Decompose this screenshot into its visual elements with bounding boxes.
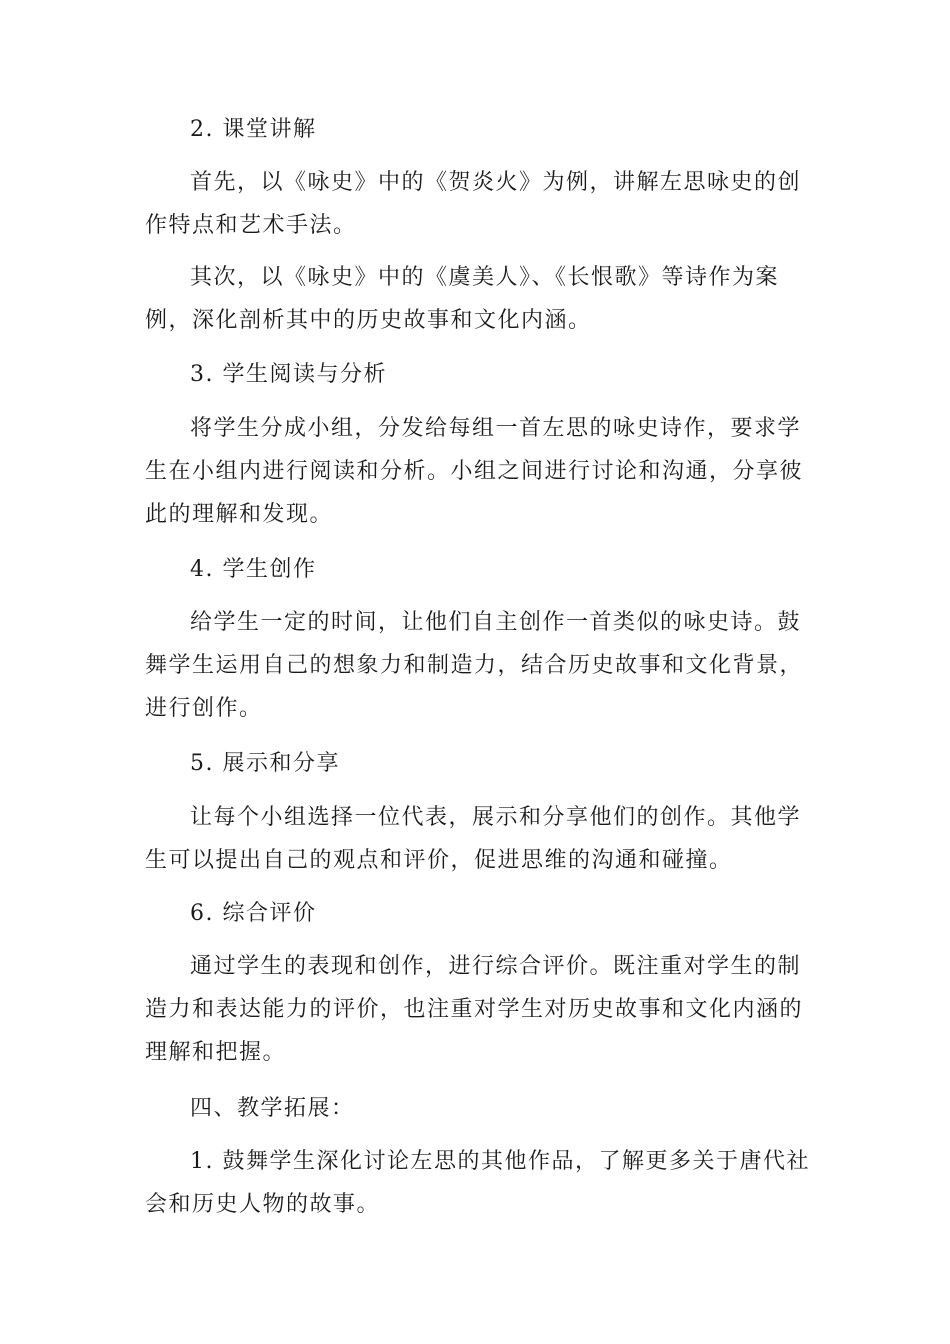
section-heading-reading-analysis: 3. 学生阅读与分析 bbox=[190, 362, 387, 387]
section-heading-evaluation: 6. 综合评价 bbox=[190, 901, 317, 926]
paragraph-group-representative: 让每个小组选择一位代表，展示和分享他们的创作。其他学生可以提出自己的观点和评价，促进思维的沟通和碰撞。 bbox=[145, 805, 802, 873]
paragraph-creation-time: 给学生一定的时间，让他们自主创作一首类似的咏史诗。鼓舞学生运用自己的想象力和制造力，结合历史故事和文化背景，进行创作。 bbox=[145, 610, 804, 721]
paragraph-second-example: 其次，以《咏史》中的《虞美人》、《长恨歌》等诗作为案例，深化剖析其中的历史故事和文化内涵。 bbox=[145, 265, 780, 333]
paragraph-extension-item-1: 1. 鼓舞学生深化讨论左思的其他作品，了解更多关于唐代社会和历史人物的故事。 bbox=[145, 1149, 810, 1217]
section-heading-teaching-extension: 四、教学拓展： bbox=[190, 1096, 355, 1121]
paragraph-comprehensive-evaluation: 通过学生的表现和创作，进行综合评价。既注重对学生的制造力和表达能力的评价，也注重对学生对历史故事和文化内涵的理解和把握。 bbox=[145, 954, 804, 1065]
section-heading-show-share: 5. 展示和分享 bbox=[190, 751, 340, 776]
paragraph-first-example: 首先，以《咏史》中的《贺炎火》为例，讲解左思咏史的创作特点和艺术手法。 bbox=[145, 170, 802, 238]
section-heading-classroom-explanation: 2. 课堂讲解 bbox=[190, 117, 317, 142]
section-heading-student-creation: 4. 学生创作 bbox=[190, 557, 317, 582]
paragraph-group-reading: 将学生分成小组，分发给每组一首左思的咏史诗作，要求学生在小组内进行阅读和分析。小组之间进行讨论和沟通，分享彼此的理解和发现。 bbox=[145, 416, 804, 527]
